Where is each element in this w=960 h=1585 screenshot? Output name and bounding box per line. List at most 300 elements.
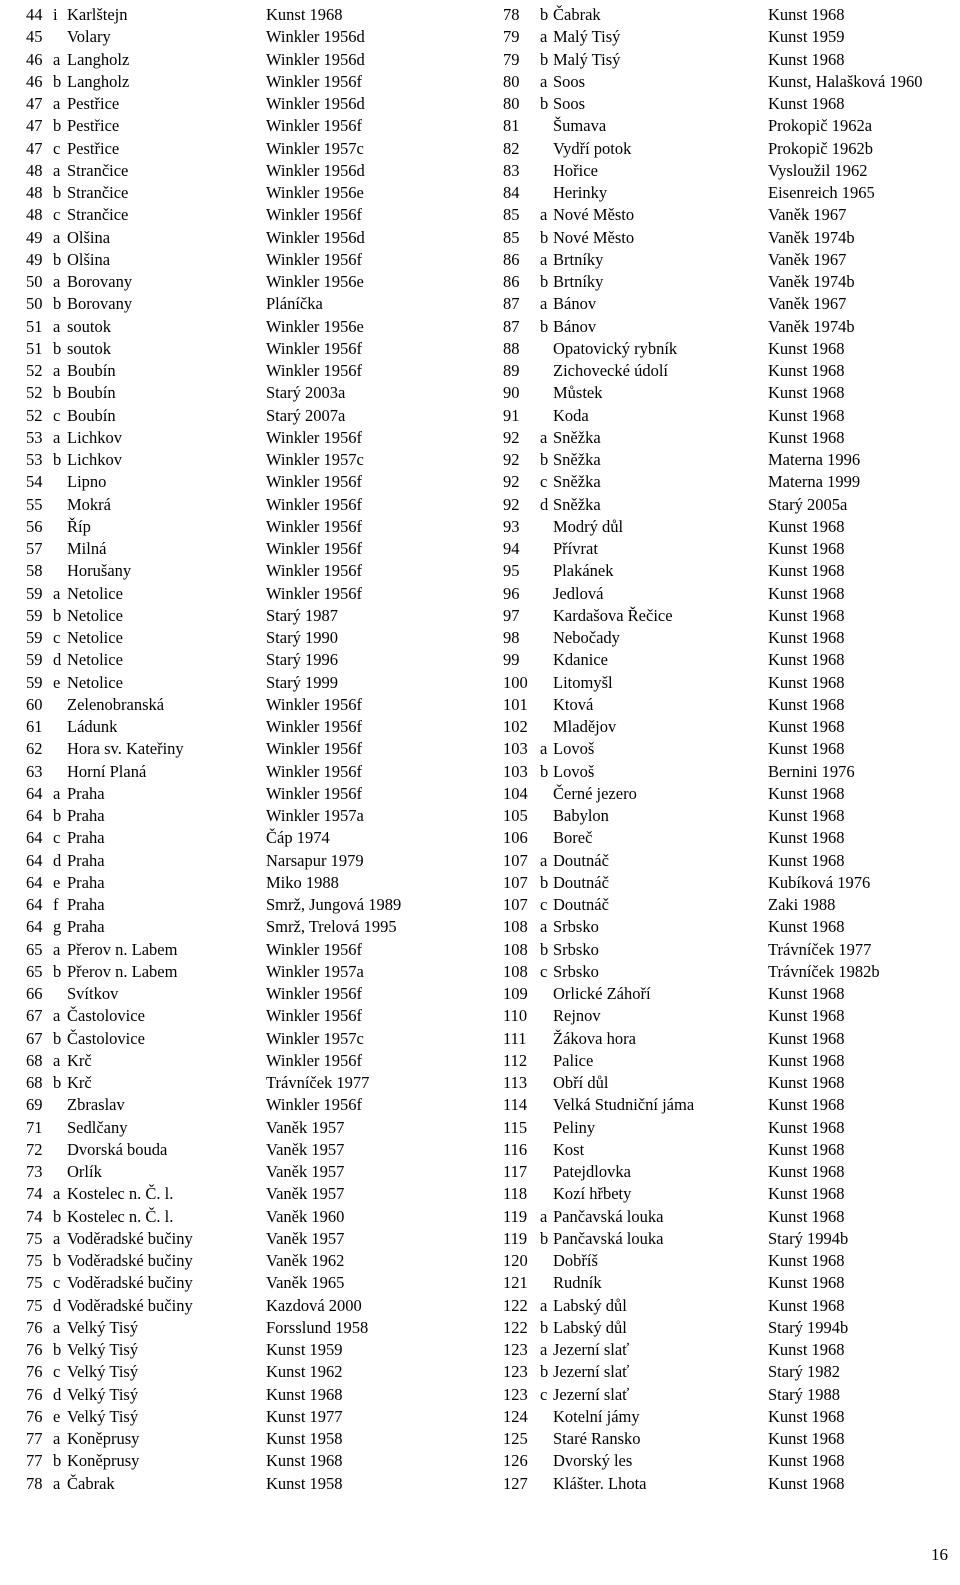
entry-letter: d [53,1384,62,1404]
table-row [26,1005,456,1027]
entry-letter: a [540,27,548,47]
table-row [26,1384,456,1406]
entry-letter: a [53,361,61,380]
entry-number: 112 [503,1050,528,1070]
reference: Winkler 1957a [266,806,364,825]
entry-number: 64 [26,917,43,937]
reference: Kunst 1968 [768,650,845,670]
table-row [503,204,953,226]
entry-number: 119 [503,1206,528,1226]
reference: Kunst 1968 [266,5,343,24]
reference: Kunst 1968 [768,338,845,358]
entry-number: 51 [26,338,43,358]
reference: Prokopič 1962b [768,138,873,158]
table-row [26,494,456,516]
reference: Kunst 1968 [768,539,845,558]
table-row [26,1361,456,1383]
reference: Winkler 1957c [266,450,364,469]
reference: Kunst 1968 [768,1451,845,1471]
locality-name: Rudník [553,1273,602,1293]
locality-name: Boubín [67,361,116,380]
locality-name: Babylon [553,806,609,825]
entry-number: 100 [503,672,528,692]
locality-name: Obří důl [553,1073,609,1092]
table-row [26,1028,456,1050]
entry-number: 121 [503,1273,528,1293]
table-row [26,1295,456,1317]
entry-number: 59 [26,628,43,647]
table-row [503,961,953,983]
locality-name: Jedlová [553,583,604,603]
reference: Forsslund 1958 [266,1317,369,1337]
reference: Starý 1999 [266,672,338,692]
entry-number: 93 [503,516,520,536]
reference: Kunst 1968 [768,1139,845,1159]
reference: Winkler 1956d [266,49,365,69]
entry-letter: c [53,405,61,425]
reference: Kunst 1968 [768,694,845,714]
entry-number: 123 [503,1362,528,1382]
reference: Kunst 1968 [768,405,845,425]
entry-number: 72 [26,1139,43,1159]
reference: Kunst 1977 [266,1406,343,1426]
reference: Kunst 1968 [768,1406,845,1426]
locality-name: Soos [553,94,586,113]
entry-number: 108 [503,917,528,937]
reference: Winkler 1956f [266,694,363,714]
entry-letter: b [53,1028,62,1048]
table-row [503,1384,953,1406]
table-row [503,227,953,249]
entry-letter: d [53,650,62,670]
reference: Kunst 1968 [768,1340,845,1359]
locality-name: Lovoš [553,739,595,759]
reference: Čáp 1974 [266,828,330,848]
table-row [26,939,456,961]
reference: Materna 1999 [768,472,861,492]
entry-number: 49 [26,227,43,247]
entry-number: 50 [26,272,43,291]
entry-number: 75 [26,1251,43,1270]
entry-letter: c [540,895,548,914]
locality-name: Praha [67,917,105,937]
locality-name: Dvorská bouda [67,1139,168,1159]
table-row [503,850,953,872]
reference: Vaněk 1957 [266,1139,345,1159]
locality-name: Doutnáč [553,895,609,914]
locality-name: Sněžka [553,450,601,469]
reference: Winkler 1956f [266,205,363,225]
entry-number: 64 [26,895,43,914]
table-row [26,538,456,560]
entry-number: 67 [26,1006,43,1026]
entry-number: 76 [26,1362,43,1382]
reference: Kunst 1968 [266,1451,343,1471]
reference: Winkler 1956f [266,1095,363,1115]
entry-number: 86 [503,272,520,291]
locality-name: Kostelec n. Č. l. [67,1184,174,1204]
locality-name: Orlické Záhoří [553,984,651,1003]
locality-name: Boubín [67,383,116,403]
locality-name: Labský důl [553,1295,627,1315]
locality-name: Labský důl [553,1317,627,1337]
reference: Vaněk 1967 [768,294,847,314]
table-row [26,916,456,938]
reference: Kunst 1968 [768,828,845,848]
locality-name: Pančavská louka [553,1228,664,1248]
table-row [503,872,953,894]
reference: Starý 1987 [266,605,338,625]
locality-name: Nové Město [553,205,635,225]
entry-number: 126 [503,1451,528,1471]
locality-name: Kostelec n. Č. l. [67,1206,174,1226]
locality-name: Netolice [67,628,123,647]
entry-letter: b [53,338,62,358]
entry-letter: a [53,272,61,291]
entry-letter: c [53,1362,61,1382]
entry-letter: b [53,1206,62,1226]
locality-name: Jezerní slať [553,1384,630,1404]
table-row [503,1228,953,1250]
entry-letter: a [540,71,548,91]
table-row [26,1072,456,1094]
locality-name: Borovany [67,294,133,314]
entry-number: 52 [26,361,43,380]
reference: Starý 2003a [266,383,346,403]
locality-name: Pestřice [67,138,120,158]
reference: Winkler 1956e [266,316,364,336]
reference: Winkler 1956f [266,249,363,269]
locality-name: Lichkov [67,450,122,469]
locality-name: Můstek [553,383,603,403]
table-row [26,293,456,315]
entry-letter: b [540,939,549,959]
entry-letter: a [53,1473,61,1493]
reference: Starý 2007a [266,405,346,425]
entry-number: 80 [503,71,520,91]
table-row [26,627,456,649]
entry-number: 63 [26,761,43,781]
locality-name: Hořice [553,160,598,180]
entry-letter: d [540,494,549,514]
reference: Miko 1988 [266,872,339,892]
locality-name: Strančice [67,160,129,180]
table-row [503,894,953,916]
table-row [26,1228,456,1250]
locality-name: Přerov n. Labem [67,939,178,959]
entry-number: 79 [503,49,520,69]
entry-letter: b [540,872,549,892]
table-row [503,1295,953,1317]
table-row [503,249,953,271]
entry-number: 65 [26,939,43,959]
table-row [503,138,953,160]
locality-name: Langholz [67,49,130,69]
entry-letter: a [53,316,61,336]
entry-letter: b [540,316,549,336]
entry-number: 110 [503,1006,528,1026]
entry-number: 105 [503,806,528,825]
table-row [503,1250,953,1272]
reference: Winkler 1957a [266,961,364,981]
reference: Winkler 1956f [266,361,363,380]
entry-number: 53 [26,427,43,447]
locality-name: Častolovice [67,1028,145,1048]
table-row [503,583,953,605]
reference: Kunst 1968 [768,1162,845,1181]
entry-number: 68 [26,1050,43,1070]
table-row [26,761,456,783]
entry-number: 101 [503,694,528,714]
entry-number: 77 [26,1451,43,1471]
reference: Trávníček 1977 [266,1073,370,1092]
entry-number: 64 [26,872,43,892]
table-row [503,827,953,849]
locality-name: Černé jezero [553,783,637,803]
locality-name: Horní Planá [67,761,147,781]
locality-name: Srbsko [553,939,599,959]
entry-letter: c [53,828,61,848]
entry-letter: b [53,806,62,825]
table-row [26,1050,456,1072]
reference: Smrž, Trelová 1995 [266,917,397,937]
table-row [503,93,953,115]
reference: Winkler 1956f [266,494,363,514]
locality-name: Brtníky [553,272,604,291]
reference: Eisenreich 1965 [768,183,875,202]
locality-name: Netolice [67,672,123,692]
page-number: 16 [931,1545,948,1564]
entry-number: 116 [503,1139,528,1159]
reference: Kazdová 2000 [266,1295,362,1315]
table-row [26,1406,456,1428]
table-row [503,1272,953,1294]
entry-number: 86 [503,249,520,269]
entry-letter: b [540,1228,549,1248]
table-row [26,227,456,249]
reference: Vaněk 1967 [768,249,847,269]
entry-number: 103 [503,761,528,781]
locality-name: Sedlčany [67,1117,128,1137]
entry-number: 99 [503,650,520,670]
locality-name: Peliny [553,1117,596,1137]
reference: Kunst 1968 [768,516,845,536]
table-row [503,182,953,204]
entry-letter: b [540,272,549,291]
entry-number: 51 [26,316,43,336]
locality-name: Nebočady [553,628,620,647]
table-row [503,271,953,293]
locality-name: Bánov [553,294,597,314]
reference: Kunst 1968 [768,1473,845,1493]
locality-name: Čabrak [67,1473,115,1493]
locality-name: Praha [67,828,105,848]
entry-letter: a [53,1184,61,1204]
entry-number: 87 [503,316,520,336]
table-row [503,1406,953,1428]
reference: Kunst 1968 [768,605,845,625]
entry-number: 68 [26,1073,43,1092]
entry-letter: a [540,739,548,759]
table-row [26,427,456,449]
entry-number: 125 [503,1429,528,1448]
table-row [503,316,953,338]
table-row [503,494,953,516]
table-row [503,293,953,315]
entry-number: 79 [503,27,520,47]
locality-name: Voděradské bučiny [67,1228,193,1248]
locality-name: Kozí hřbety [553,1184,632,1204]
entry-letter: a [53,160,61,180]
locality-name: Voděradské bučiny [67,1273,193,1293]
locality-name: Mladějov [553,717,617,736]
table-row [503,1028,953,1050]
entry-letter: a [53,1228,61,1248]
table-row [26,138,456,160]
entry-number: 65 [26,961,43,981]
table-row [26,160,456,182]
locality-name: Malý Tisý [553,27,621,47]
entry-number: 94 [503,539,520,558]
table-row [26,338,456,360]
entry-number: 59 [26,605,43,625]
table-row [503,627,953,649]
entry-number: 58 [26,561,43,581]
table-row [26,1317,456,1339]
locality-name: Dvorský les [553,1451,633,1471]
locality-name: Častolovice [67,1006,145,1026]
entry-number: 54 [26,472,43,492]
locality-name: Voděradské bučiny [67,1251,193,1270]
reference: Winkler 1956f [266,783,363,803]
table-row [503,738,953,760]
reference: Trávníček 1982b [768,961,880,981]
table-row [503,115,953,137]
table-row [503,1050,953,1072]
table-row [503,4,953,26]
entry-number: 64 [26,850,43,870]
table-row [503,1161,953,1183]
entry-number: 113 [503,1073,528,1092]
reference: Kunst 1968 [768,1273,845,1293]
locality-name: Hora sv. Kateřiny [67,739,184,759]
entry-letter: d [53,850,62,870]
entry-number: 49 [26,249,43,269]
reference: Vysloužil 1962 [768,160,868,180]
entry-letter: e [53,672,61,692]
locality-name: Orlík [67,1162,102,1181]
entry-number: 47 [26,94,43,113]
entry-letter: e [53,1406,61,1426]
entry-letter: b [540,1317,549,1337]
entry-number: 92 [503,494,520,514]
reference: Winkler 1956f [266,1050,363,1070]
locality-name: Kardašova Řečice [553,605,673,625]
entry-number: 118 [503,1184,528,1204]
table-row [503,49,953,71]
table-row [26,471,456,493]
entry-number: 60 [26,694,43,714]
locality-name: Litomyšl [553,672,613,692]
table-row [503,783,953,805]
table-row [26,26,456,48]
entry-number: 107 [503,850,528,870]
entry-number: 123 [503,1340,528,1359]
reference: Kunst 1958 [266,1473,343,1493]
table-row [26,1117,456,1139]
reference: Kunst 1968 [768,583,845,603]
entry-number: 108 [503,939,528,959]
entry-number: 50 [26,294,43,314]
entry-letter: b [540,94,549,113]
reference: Pláníčka [266,294,323,314]
table-row [26,672,456,694]
reference: Kunst 1968 [768,561,845,581]
reference: Kunst 1968 [768,361,845,380]
locality-name: Malý Tisý [553,49,621,69]
locality-name: Herinky [553,183,608,202]
entry-letter: b [53,383,62,403]
entry-letter: a [540,917,548,937]
reference: Kunst 1968 [768,984,845,1003]
entry-number: 59 [26,650,43,670]
reference: Winkler 1956d [266,160,365,180]
table-row [503,449,953,471]
reference: Kunst 1968 [768,850,845,870]
locality-name: Koda [553,405,589,425]
table-row [503,1206,953,1228]
reference: Winkler 1956f [266,427,363,447]
entry-letter: a [53,783,61,803]
entry-number: 117 [503,1162,528,1181]
entry-number: 75 [26,1295,43,1315]
entry-number: 55 [26,494,43,514]
table-row [26,605,456,627]
reference: Vaněk 1960 [266,1206,345,1226]
entry-letter: a [53,427,61,447]
reference: Vaněk 1974b [768,316,855,336]
table-row [503,649,953,671]
table-row [26,1473,456,1495]
locality-name: Strančice [67,205,129,225]
locality-name: Olšina [67,227,111,247]
entry-number: 81 [503,116,520,136]
table-row [503,516,953,538]
entry-letter: b [540,227,549,247]
locality-name: Doutnáč [553,872,609,892]
entry-letter: b [540,1362,549,1382]
table-row [503,1428,953,1450]
entry-number: 52 [26,405,43,425]
locality-name: Opatovický rybník [553,338,678,358]
locality-name: Plakánek [553,561,614,581]
entry-number: 66 [26,984,43,1003]
entry-number: 85 [503,227,520,247]
locality-name: Koněprusy [67,1451,140,1471]
locality-name: Srbsko [553,961,599,981]
reference: Vaněk 1974b [768,272,855,291]
entry-number: 104 [503,783,528,803]
reference: Winkler 1956f [266,539,363,558]
locality-name: Přívrat [553,539,598,558]
table-row [503,916,953,938]
entry-letter: b [53,249,62,269]
entry-letter: a [53,583,61,603]
entry-letter: a [53,1006,61,1026]
entry-number: 106 [503,828,528,848]
locality-name: Netolice [67,605,123,625]
reference: Materna 1996 [768,450,861,469]
